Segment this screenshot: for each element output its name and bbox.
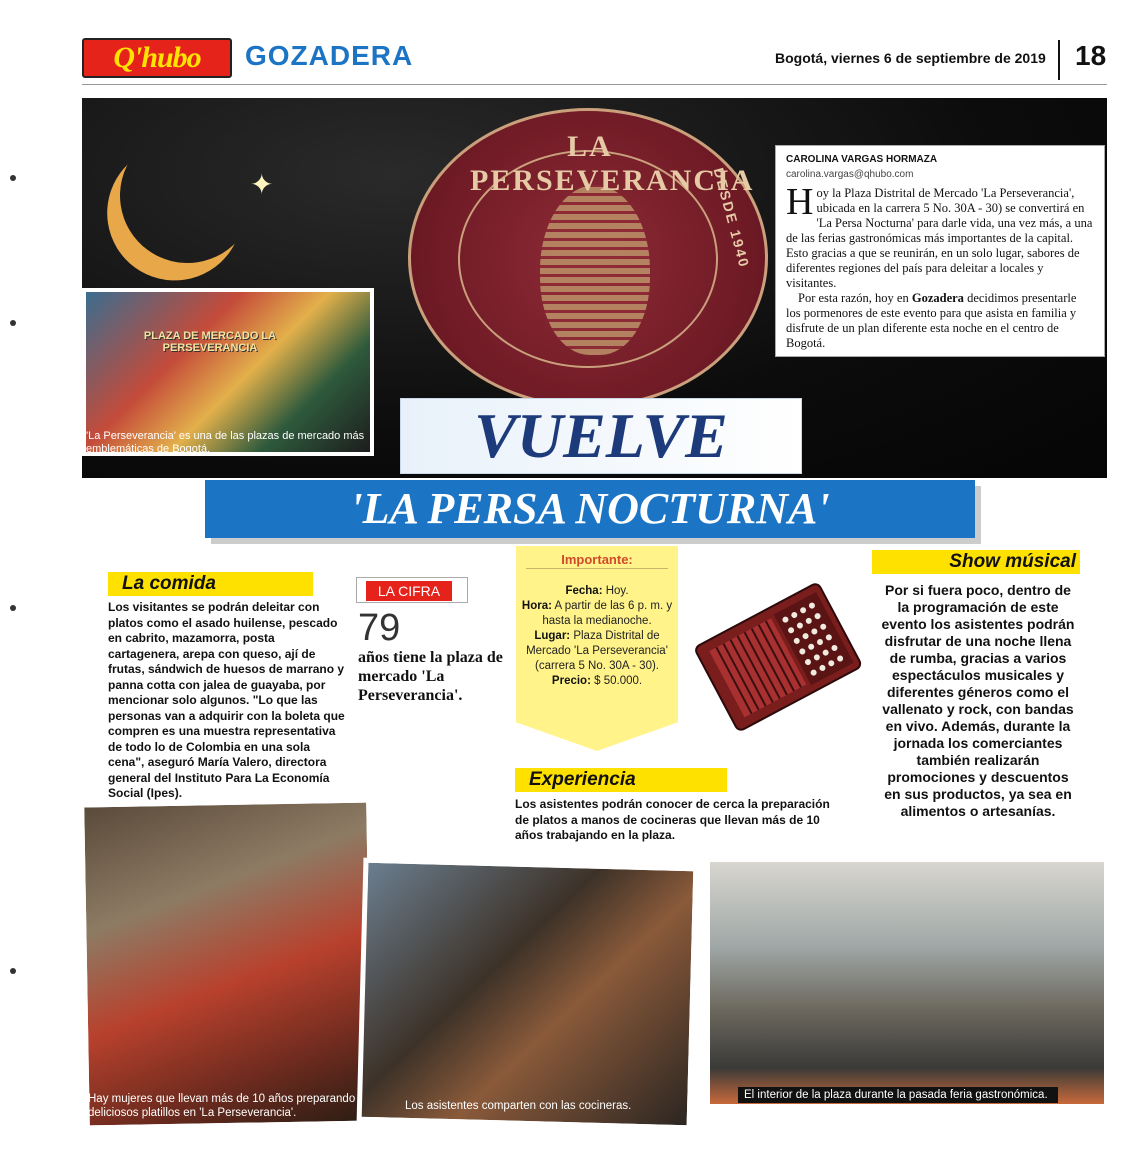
dateline: Bogotá, viernes 6 de septiembre de 2019 — [775, 50, 1046, 66]
dropcap: H — [786, 181, 814, 223]
headline-persa-nocturna: 'LA PERSA NOCTURNA' — [205, 480, 975, 538]
group-caption: Los asistentes comparten con las cocineras. — [405, 1100, 632, 1112]
intro-box — [775, 145, 1105, 357]
importante-divider — [526, 568, 668, 569]
precio-value: $ 50.000. — [590, 675, 643, 687]
cifra-number: 79 — [358, 607, 401, 649]
intro-p2-bold: Gozadera — [911, 291, 964, 305]
headline-vuelve: VUELVE — [400, 398, 802, 474]
fecha-value: Hoy. — [602, 585, 629, 597]
intro-p2-pre: Por esta razón, hoy en — [798, 291, 912, 305]
header-rule — [82, 84, 1107, 85]
intro-paragraph-2 — [786, 291, 1094, 351]
comida-heading: La comida — [108, 572, 313, 596]
hora-line — [520, 599, 674, 629]
accordion-icon — [690, 570, 865, 745]
author-name: CAROLINA VARGAS HORMAZA — [786, 154, 938, 165]
show-heading: Show músical — [872, 550, 1080, 574]
page-number: 18 — [1075, 40, 1107, 71]
experiencia-text: Los asistentes podrán conocer de cerca la preparación de platos a manos de cocineras que llevan más de 10 años trabajando en la plaza. — [515, 797, 830, 842]
intro-paragraph — [786, 181, 1094, 291]
fecha-line — [520, 584, 674, 599]
fecha-label: Fecha: — [565, 585, 603, 597]
lugar-line — [520, 629, 674, 674]
seal-side-text: DESDE 1940 — [710, 166, 753, 270]
scan-mark — [10, 320, 16, 326]
scan-mark — [10, 175, 16, 181]
cifra-tag: LA CIFRA — [366, 581, 452, 601]
corn-icon — [540, 185, 650, 355]
importante-heading: Importante: — [561, 552, 633, 567]
cook-caption: Hay mujeres que llevan más de 10 años preparando deliciosos platillos en 'La Perseverancia'. — [88, 1093, 356, 1119]
hall-caption: El interior de la plaza durante la pasada feria gastronómica. — [738, 1087, 1058, 1103]
lugar-label: Lugar: — [534, 630, 571, 642]
scan-mark — [10, 605, 16, 611]
star-icon: ✦ — [250, 169, 274, 200]
comida-text: Los visitantes se podrán deleitar con platos como el asado huilense, pescado en cabrito, mazamorra, posta cartagenera, arepa con queso, ají de frutas, sándwich de huesos de marrano y panna cotta con jalea de guayaba, por mencionar solo algunos. "Lo que las personas van a adquirir con la boleta que compren es una muestra representativa de todo lo de Colombia en una sola cena", aseguró María Valero, directora general del Instituto Para La Economía Social (Ipes). — [108, 600, 345, 800]
seal-text: LA PERSEVERANCIA — [470, 130, 755, 197]
header-divider — [1058, 40, 1060, 80]
author-email: carolina.vargas@qhubo.com — [786, 169, 914, 180]
qhubo-logo: Q'hubo — [82, 38, 232, 78]
hora-value: A partir de las 6 p. m. y hasta la medianoche. — [542, 600, 673, 627]
hora-label: Hora: — [521, 600, 552, 612]
precio-line — [520, 674, 674, 689]
precio-label: Precio: — [551, 675, 591, 687]
market-caption: 'La Perseverancia' es una de las plazas de mercado más emblemáticas de Bogotá. — [86, 430, 365, 455]
group-photo — [357, 858, 699, 1131]
market-sign: PLAZA DE MERCADO LA PERSEVERANCIA — [143, 330, 277, 354]
section-title: GOZADERA — [245, 40, 414, 71]
experiencia-heading: Experiencia — [515, 768, 727, 792]
show-text: Por si fuera poco, dentro de la programación de este evento los asistentes podrán disfrutar de una noche llena de rumba, gracias a varios espectáculos musicales y diferentes géneros como el vallenato y rock, con bandas en vivo. Además, durante la jornada los comerciantes también realizarán promociones y descuentos en sus productos, ya sea en alimentos o artesanías. — [881, 582, 1075, 819]
lugar-value: Plaza Distrital de Mercado 'La Perseverancia' (carrera 5 No. 30A - 30). — [526, 630, 668, 672]
importante-details — [520, 584, 674, 689]
cifra-text: años tiene la plaza de mercado 'La Perseverancia'. — [358, 649, 503, 704]
scan-mark — [10, 968, 16, 974]
cook-photo — [79, 797, 377, 1130]
intro-paragraph-text: oy la Plaza Distrital de Mercado 'La Perseverancia', ubicada en la carrera 5 No. 30A - 30) se convertirá en 'La Persa Nocturna' para darle vida, una vez más, a una de las ferias gastronómicas más importantes de la capital. Esto gracias a que se reunirán, en un solo lugar, sabores de diferentes regiones del país para deleitar a locales y visitantes. — [786, 186, 1093, 290]
intro-p2-post: decidimos presentarle los pormenores de este evento para que asista en familia y disfrute de un plan diferente esta noche en el centro de Bogotá. — [786, 291, 1077, 350]
hall-photo — [706, 858, 1108, 1108]
